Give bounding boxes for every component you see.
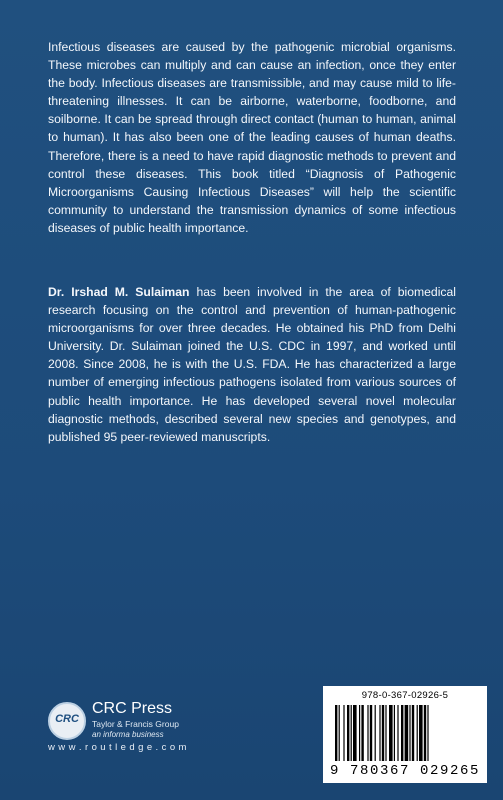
- barcode-bar: [347, 705, 349, 761]
- barcode-bars: [335, 705, 475, 761]
- isbn-barcode: [323, 686, 487, 783]
- barcode-bar: [427, 705, 428, 761]
- isbn-number: 978-0-367-02926-5: [361, 690, 449, 701]
- barcode-bar: [353, 705, 357, 761]
- barcode-bar: [370, 705, 372, 761]
- barcode-bar: [397, 705, 398, 761]
- barcode-bar: [412, 705, 414, 761]
- author-bio-text: has been involved in the area of biomedical research focusing on the control and prevention of human-pathogenic microorganisms for over three decades. He obtained his PhD from Delhi University. Dr. Sulaiman joined the U.S. CDC in 1997, and worked until 2008. Since 2008, he is with the U.S. FDA. He has characterized a large number of emerging infectious pathogens isolated from various sources of public health importance. He has developed several novel molecular diagnostic methods, described several new species and genotypes, and published 95 peer-reviewed manuscripts.: [48, 285, 456, 444]
- barcode-bar: [351, 705, 352, 761]
- barcode-bar: [379, 705, 380, 761]
- barcode-bar: [405, 705, 409, 761]
- barcode-bar: [424, 705, 426, 761]
- barcode-bar: [335, 705, 337, 761]
- barcode-bar: [417, 705, 418, 761]
- barcode-bar: [409, 705, 410, 761]
- author-bio-paragraph: [48, 283, 456, 446]
- barcode-bar: [382, 705, 384, 761]
- barcode-bar: [385, 705, 386, 761]
- author-name: Dr. Irshad M. Sulaiman: [48, 285, 190, 299]
- barcode-bar: [401, 705, 403, 761]
- description-paragraph: Infectious diseases are caused by the pathogenic microbial organisms. These microbes can multiply and can cause an infection, once they enter the body. Infectious diseases are transmissible, and may cause mild to life-threatening illnesses. It can be airborne, waterborne, foodborne, and soilborne. It can be spread through direct contact (human to human, animal to human). It has also been one of the leading causes of human deaths. Therefore, there is a need to have rapid diagnostic methods to prevent and control these diseases. This book titled “Diagnosis of Pathogenic Microorganisms Causing Infectious Diseases” will help the scientific community to understand the transmission dynamics of some infectious diseases of public health importance.: [48, 40, 456, 235]
- barcode-bar: [419, 705, 423, 761]
- barcode-bar: [394, 705, 395, 761]
- barcode-bar: [367, 705, 368, 761]
- barcode-bar: [343, 705, 344, 761]
- barcode-bar: [361, 705, 363, 761]
- crc-logo-icon: [48, 702, 86, 740]
- publisher-name: CRC Press: [92, 700, 173, 717]
- barcode-digits: 9 780367 029265: [329, 763, 481, 779]
- publisher-website: w w w . r o u t l e d g e . c o m: [48, 742, 187, 753]
- publisher-group: Taylor & Francis Group: [92, 719, 179, 729]
- publisher-subtitle: an informa business: [92, 730, 164, 739]
- barcode-bar: [389, 705, 393, 761]
- crc-logo-text: CRC: [55, 713, 79, 725]
- barcode-bar: [375, 705, 376, 761]
- barcode-bar: [339, 705, 340, 761]
- barcode-bar: [359, 705, 360, 761]
